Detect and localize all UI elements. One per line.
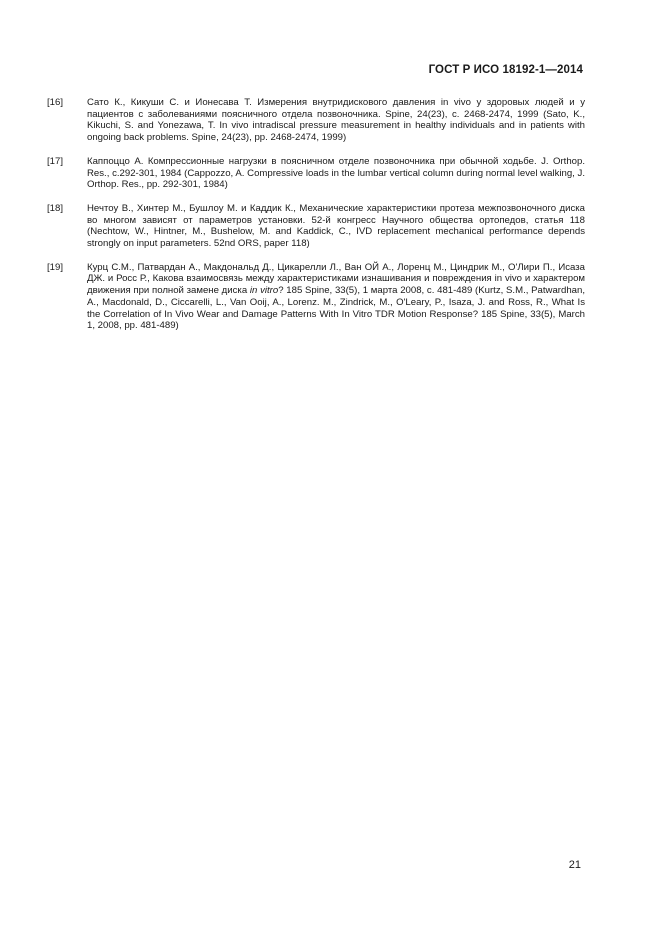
reference-text-body: Каппоццо А. Компрессионные нагрузки в поясничном отделе позвоночника при обычной ходьбе. J. Orthop. Res., с.292-301, 1984 (Cappozzo, A. Compressive loads in the lumbar vertical column during normal level walking, J. Orthop. Res., pp. 292-301, 1984) bbox=[87, 155, 585, 191]
document-header: ГОСТ Р ИСО 18192-1—2014 bbox=[428, 64, 583, 76]
reference-text-body: Сато К., Кикуши С. и Ионесава Т. Измерения внутридискового давления in vivo у здоровых людей и у пациентов с заболеваниями поясничного отдела позвоночника. Spine, 24(23), с. 2468-2474, 1999 (Sato, K., Kikuchi, S. and Yonezawa, T. In vivo intradiscal pressure measurement in healthy individuals and in patients with ongoing back problems. Spine, 24(23), pp. 2468-2474, 1999) bbox=[87, 97, 585, 144]
reference-text-body: Нечтоу В., Хинтер М., Бушлоу М. и Каддик К., Механические характеристики протеза межпозвоночного диска во многом зависят от параметров установки. 52-й конгресс Научного общества ортопедов, статья 118 (Nechtow, W., Hintner, M., Bushelow, M. and Kaddick, C., IVD replacement mechanical performance depends strongly on input parameters. 52nd ORS, paper 118) bbox=[87, 202, 585, 250]
reference-number: [16] bbox=[47, 97, 64, 108]
reference-item bbox=[47, 156, 585, 191]
reference-number: [17] bbox=[47, 155, 64, 167]
reference-number: [18] bbox=[47, 202, 64, 214]
reference-text-body-end: ? 185 Spine, 33(5), 1 марта 2008, с. 481-489 (Kurtz, S.M., Patwardhan, A., Macdonald, D., Ciccarelli, L., Van Ooij, A., Lorenz. M., Zindrick, M., O'Leary, P., Isaza, J. and Ross, R., What Is the Correlation of In Vivo Wear and Damage Patterns With In Vitro TDR Motion Response? 185 Spine, 33(5), March 1, 2008, pp. 481-489) bbox=[87, 285, 585, 332]
page-number: 21 bbox=[568, 859, 581, 871]
reference-item bbox=[47, 97, 585, 144]
reference-text bbox=[87, 97, 585, 144]
reference-text bbox=[87, 203, 585, 250]
reference-item bbox=[47, 262, 585, 332]
reference-item bbox=[47, 203, 585, 250]
reference-text bbox=[87, 156, 585, 191]
reference-text-italic: in vitro bbox=[249, 285, 279, 297]
reference-list bbox=[47, 97, 585, 344]
reference-number: [19] bbox=[47, 261, 64, 273]
reference-text bbox=[87, 262, 585, 332]
reference-text-body: Курц С.М., Патвардан А., Макдональд Д., Цикарелли Л., Ван ОЙ А., Лоренц М., Циндрик М., О'Лири П., Исаза ДЖ. и Росс Р., Какова взаимосвязь между характеристиками изнашивания и повреждения in vivo и характером движения при полной замене диска bbox=[87, 261, 585, 297]
